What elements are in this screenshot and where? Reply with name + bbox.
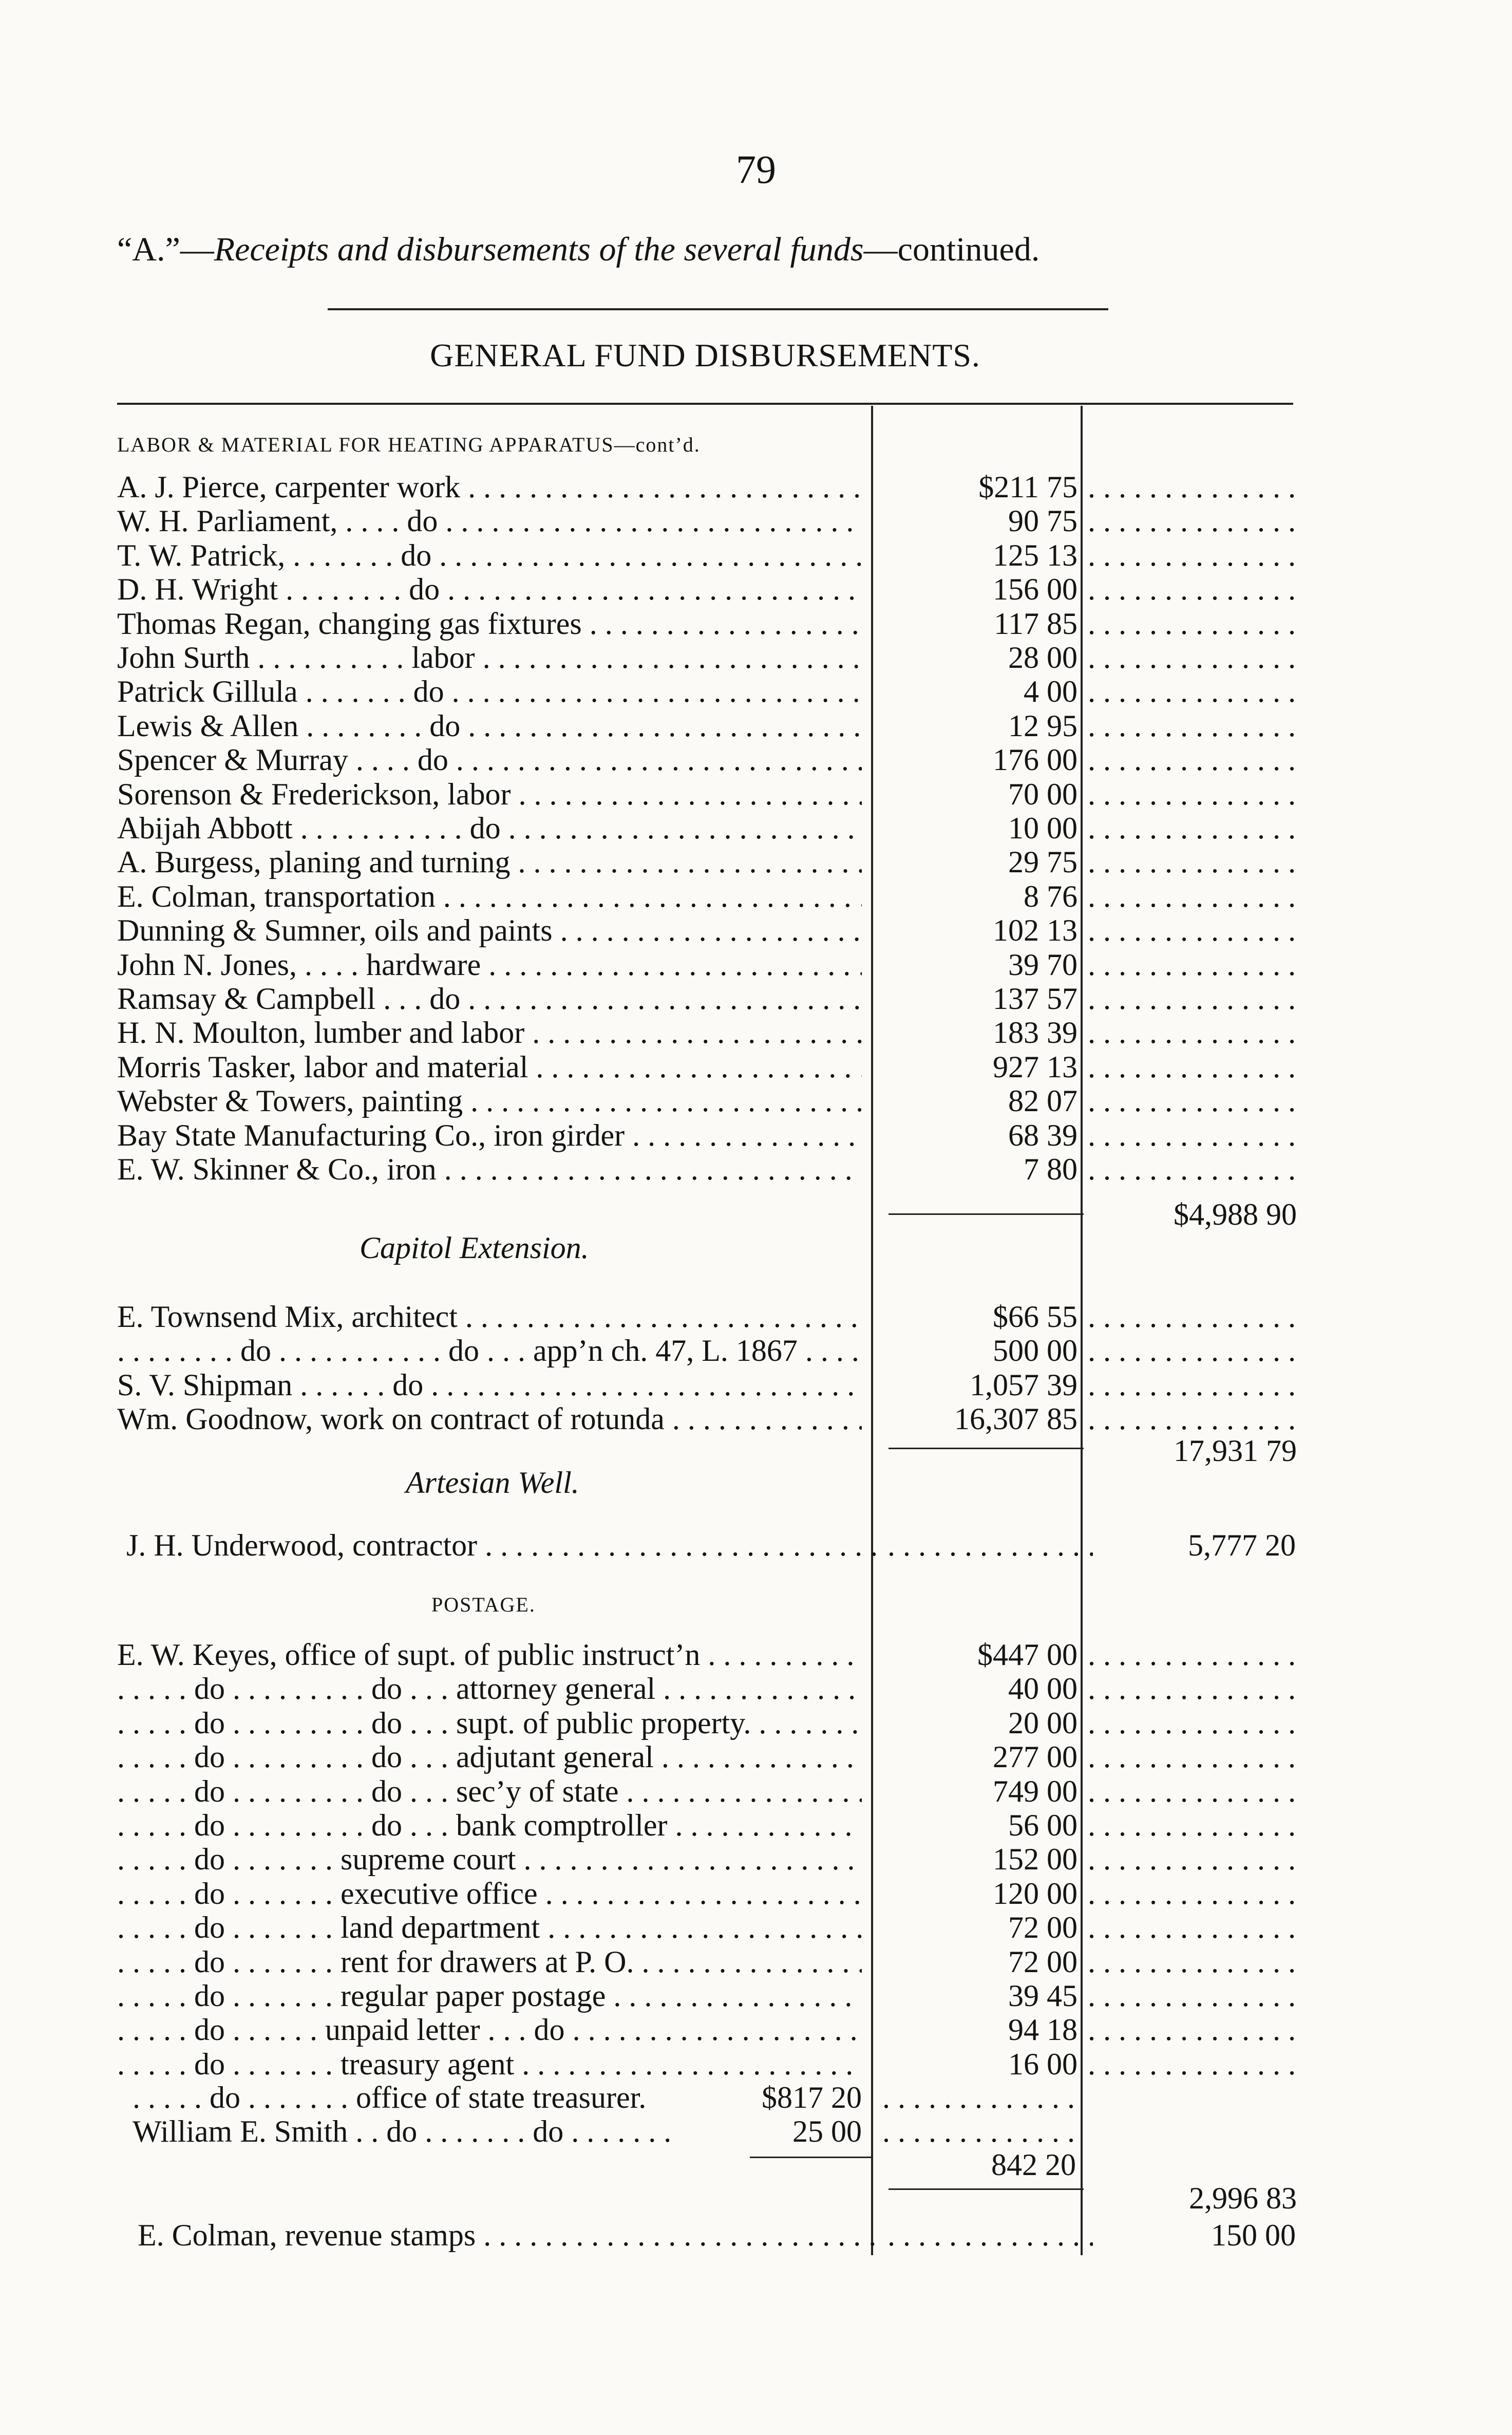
ledger-row [117,1740,1303,1774]
artesian-desc: J. H. Underwood, contractor . . . [126,1528,876,1562]
ledger-row [117,1842,1303,1876]
row-description: Thomas Regan, changing gas fixtures . . . [117,607,862,641]
heating-label: LABOR & MATERIAL FOR HEATING APPARATUS—cont’d. [117,433,701,456]
leader-dots [1088,1672,1296,1706]
ledger-row [117,1118,1303,1152]
row-amount: 39 45 [1008,1979,1078,2013]
row-description: Dunning & Sumner, oils and paints . . . [117,913,862,947]
ledger-row [117,1050,1303,1084]
artesian-total: 5,777 20 [1188,1528,1296,1562]
row-description: . . . . . do . . . . . . . executive office . . . [117,1877,862,1910]
ledger-row [117,709,1303,743]
leader-dots [1088,607,1296,641]
leader-dots [1088,641,1296,675]
row-amount: $211 75 [978,470,1078,504]
row-description: . . . . . do . . . . . . . rent for drawers at P. O. . . . [117,1945,862,1979]
ledger-row [117,811,1303,845]
ledger-row [117,1084,1303,1118]
row-description: . . . . . do . . . . . . . . . do . . . sec’y of state . . . [117,1774,862,1808]
row-description: . . . . . do . . . . . . . treasury agent . . . [117,2047,862,2081]
row-description: . . . . . do . . . . . . . regular paper postage . . . [117,1979,862,2013]
postage-sub-inner: $817 20 [762,2081,862,2114]
row-description: . . . . . do . . . . . . . . . do . . . bank comptroller . . . [117,1808,862,1842]
leader-dots [1088,1877,1296,1910]
leader-dots [1088,1842,1296,1876]
ledger-row [117,743,1303,777]
row-description: Sorenson & Frederickson, labor . . . [117,777,862,811]
leader-dots [1088,1084,1296,1118]
ledger-row [117,1979,1303,2013]
ledger-row [117,504,1303,538]
leader-dots [1088,572,1296,606]
postage-sub-desc: . . . . . do . . . . . . . office of state treasurer. [133,2081,647,2114]
row-amount: 20 00 [1008,1706,1078,1740]
artesian-row [117,1528,1303,1562]
row-description: E. Colman, transportation . . . [117,879,862,913]
row-description: Ramsay & Campbell . . . do . . . [117,982,862,1016]
row-amount: 927 13 [993,1050,1078,1084]
ledger-row [117,1808,1303,1842]
row-amount: 4 00 [1024,675,1078,709]
row-description: Abijah Abbott . . . . . . . . . . . do . . . [117,811,862,845]
leader-dots [1088,675,1296,708]
leader-dots [1088,743,1296,777]
capitol-total: 17,931 79 [1174,1434,1297,1468]
section-title: GENERAL FUND DISBURSEMENTS. [430,337,980,373]
leader-dots [1088,1152,1296,1186]
row-amount: 16,307 85 [954,1402,1078,1436]
ledger-row [117,879,1303,913]
row-description: Lewis & Allen . . . . . . . . do . . . [117,709,862,743]
stamps-row [117,2218,1303,2252]
postage-label: POSTAGE. [431,1593,536,1616]
row-description: John N. Jones, . . . . hardware . . . [117,948,862,982]
leader-dots [1088,879,1296,913]
postage-total: 2,996 83 [1189,2181,1297,2215]
heading-suffix: —continued. [863,231,1040,268]
row-amount: 7 80 [1024,1152,1078,1186]
row-amount: 749 00 [993,1774,1078,1808]
ledger-row [117,1402,1303,1436]
leader-dots [1088,913,1296,947]
leader-dots [1088,2047,1296,2081]
ledger-row [117,607,1303,641]
ledger-row [117,1877,1303,1910]
leader-dots [1088,1808,1296,1842]
ledger-row [117,1300,1303,1334]
artesian-label: Artesian Well. [406,1466,579,1500]
capitol-label: Capitol Extension. [360,1231,589,1265]
row-amount: 70 00 [1008,777,1078,811]
stamps-desc: E. Colman, revenue stamps . . . [138,2218,877,2252]
row-description: W. H. Parliament, . . . . do . . . [117,504,862,538]
leader-dots [1088,1402,1296,1436]
leader-dots [1088,1979,1296,2013]
capitol-sum-rule [889,1448,1084,1449]
leader-dots [1088,1334,1296,1368]
ledger-row [117,2047,1303,2081]
leader-dots [1088,1368,1296,1402]
row-description: Wm. Goodnow, work on contract of rotunda . . . [117,1402,862,1436]
leader-dots [1088,1300,1296,1334]
row-amount: 120 00 [993,1876,1078,1910]
row-amount: 16 00 [1008,2047,1078,2081]
row-description: E. Townsend Mix, architect . . . [117,1300,862,1334]
leader-dots [1088,982,1296,1016]
row-amount: 28 00 [1008,641,1078,675]
row-amount: $447 00 [977,1638,1078,1672]
row-amount: 102 13 [993,913,1078,948]
row-description: T. W. Patrick, . . . . . . . do . . . [117,538,862,572]
ledger-row [117,913,1303,947]
ledger-row [117,1672,1303,1706]
leader-dots [1088,470,1296,504]
leader-dots [1088,504,1296,538]
row-amount: 90 75 [1008,504,1078,538]
heading-prefix: “A.”— [117,231,214,268]
row-description: . . . . . do . . . . . . . . . do . . . attorney general . . . [117,1672,862,1706]
row-amount: 94 18 [1008,2013,1078,2047]
ledger-row [117,1945,1303,1979]
leader-dots [1088,1050,1296,1084]
row-amount: 40 00 [1008,1672,1078,1706]
leader-dots [1088,1706,1296,1740]
row-description: Spencer & Murray . . . . do . . . [117,743,862,777]
ledger-row [117,470,1303,504]
ledger-row [117,538,1303,572]
leader-dots [1088,948,1296,982]
row-description: . . . . . do . . . . . . . . . do . . . adjutant general . . . [117,1740,862,1774]
heating-sum-rule [889,1213,1084,1215]
row-amount: 29 75 [1008,845,1078,879]
row-amount: 56 00 [1008,1808,1078,1842]
row-amount: 39 70 [1008,947,1078,982]
row-amount: $66 55 [993,1300,1078,1334]
heating-total: $4,988 90 [1174,1197,1297,1231]
ledger-row [117,1152,1303,1186]
row-description: . . . . . do . . . . . . . land department . . . [117,1910,862,1944]
leader-dots [887,1528,1093,1562]
ledger-row [117,1910,1303,1944]
ledger-row [117,2013,1303,2047]
ledger-row [117,948,1303,982]
row-description: . . . . . . . . do . . . . . . . . . . . do . . . app’n ch. 47, L. 1867 . . . [117,1334,862,1368]
row-description: Webster & Towers, painting . . . [117,1084,862,1118]
ledger-row [117,982,1303,1016]
row-amount: 72 00 [1008,1910,1078,1945]
ledger-row [117,777,1303,811]
leader-dots [1088,538,1296,572]
row-description: Patrick Gillula . . . . . . . do . . . [117,675,862,708]
ledger-row [117,1368,1303,1402]
row-amount: 82 07 [1008,1084,1078,1118]
leader-dots [1088,1016,1296,1050]
row-amount: 125 13 [993,538,1078,572]
leader-dots [1088,811,1296,845]
row-amount: 156 00 [993,572,1078,607]
row-amount: 117 85 [994,606,1078,641]
ledger-row [117,1016,1303,1050]
row-amount: 8 76 [1024,879,1078,913]
ledger-row [117,1638,1303,1672]
leader-dots [1088,1945,1296,1979]
row-description: . . . . . do . . . . . . . . . do . . . supt. of public property. . . . [117,1706,862,1740]
postage-sub-row [117,2114,1303,2148]
row-description: John Surth . . . . . . . . . . labor . . . [117,641,862,675]
leader-dots [1088,1740,1296,1774]
ledger-row [117,641,1303,675]
leader-dots [1088,1910,1296,1944]
postage-sum-rule [889,2188,1084,2190]
row-description: A. Burgess, planing and turning . . . [117,845,862,879]
postage-sub-desc: William E. Smith . . do . . . . . . . do . . . . . . . [133,2114,672,2148]
page-number: 79 [736,147,776,192]
leader-dots [1088,709,1296,743]
leader-dots [1088,2013,1296,2047]
postage-sub-total: 842 20 [991,2148,1076,2182]
top-rule [328,308,1108,310]
leader-dots [1088,1638,1296,1672]
row-amount: 137 57 [993,982,1078,1016]
row-description: E. W. Skinner & Co., iron . . . [117,1152,862,1186]
row-amount: 12 95 [1008,708,1078,743]
section-rule [117,403,1293,405]
ledger-row [117,1706,1303,1740]
ledger-row [117,845,1303,879]
row-amount: 68 39 [1008,1118,1078,1152]
leader-dots [1088,777,1296,811]
postage-inner-sum-rule [750,2157,873,2158]
row-description: S. V. Shipman . . . . . . do . . . [117,1368,862,1402]
row-amount: 72 00 [1008,1944,1078,1979]
ledger-row [117,572,1303,606]
row-description: . . . . . do . . . . . . . supreme court . . . [117,1842,862,1876]
row-description: A. J. Pierce, carpenter work . . . [117,470,862,504]
row-amount: 176 00 [993,743,1078,777]
row-description: Bay State Manufacturing Co., iron girder . . . [117,1118,862,1152]
row-description: H. N. Moulton, lumber and labor . . . [117,1016,862,1050]
row-description: . . . . . do . . . . . . unpaid letter . . . do . . . [117,2013,862,2047]
leader-dots [887,2218,1093,2252]
ledger-row [117,675,1303,708]
row-amount: 1,057 39 [970,1368,1078,1402]
ledger-row [117,1334,1303,1368]
row-amount: 277 00 [993,1740,1078,1774]
row-description: D. H. Wright . . . . . . . . do . . . [117,572,862,606]
row-description: Morris Tasker, labor and material . . . [117,1050,862,1084]
ledger-row [117,1774,1303,1808]
row-amount: 500 00 [993,1334,1078,1368]
row-amount: 10 00 [1008,811,1078,845]
leader-dots [1088,845,1296,879]
heading-italic: Receipts and disbursements of the several funds [214,231,864,268]
postage-sub-inner: 25 00 [792,2114,862,2148]
page-heading [117,230,1040,269]
leader-dots [1088,1118,1296,1152]
leader-dots [882,2114,1078,2148]
leader-dots [882,2081,1078,2114]
row-description: E. W. Keyes, office of supt. of public instruct’n . . . [117,1638,862,1672]
stamps-total: 150 00 [1211,2218,1296,2252]
row-amount: 152 00 [993,1842,1078,1877]
row-amount: 183 39 [993,1016,1078,1050]
postage-sub-row [117,2081,1303,2114]
leader-dots [1088,1774,1296,1808]
